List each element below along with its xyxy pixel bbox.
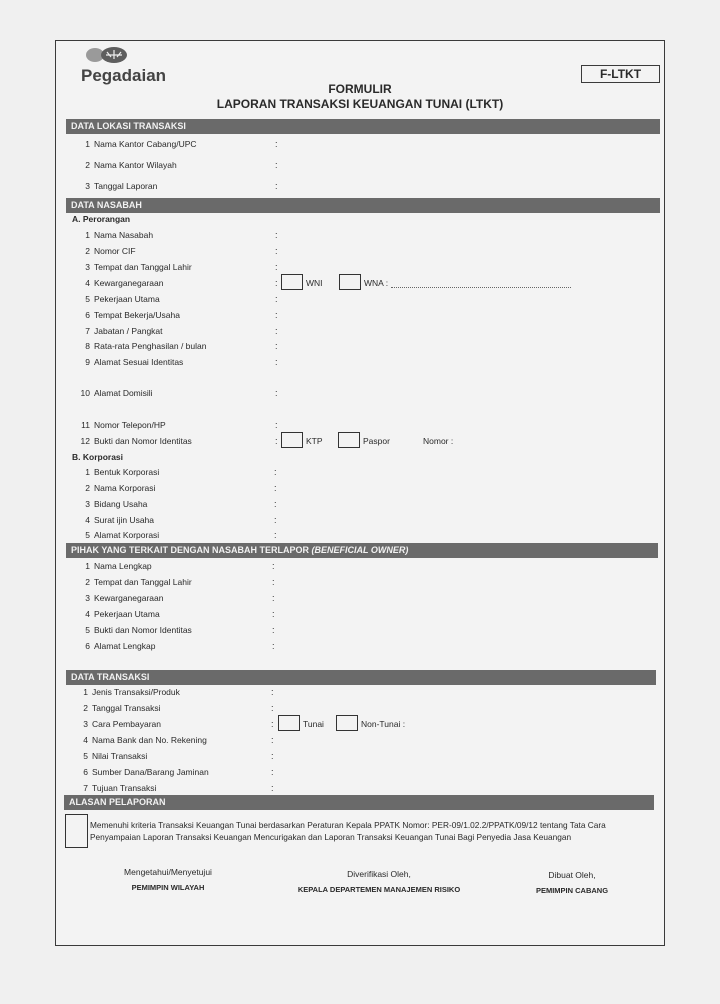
perorangan-item: 12 Bukti dan Nomor Identitas [80, 436, 192, 446]
colon: : [272, 577, 275, 587]
section-transaksi-header: DATA TRANSAKSI [66, 670, 656, 685]
signature-caption: Diverifikasi Oleh, [347, 869, 411, 879]
colon: : [271, 719, 274, 729]
korporasi-item: 3 Bidang Usaha [85, 499, 148, 509]
transaksi-item: 4 Nama Bank dan No. Rekening [83, 735, 207, 745]
wna-label: WNA : [364, 278, 389, 288]
signature-role: KEPALA DEPARTEMEN MANAJEMEN RISIKO [297, 885, 461, 894]
beneficial-item: 4 Pekerjaan Utama [85, 609, 160, 619]
colon: : [275, 262, 278, 272]
colon: : [275, 420, 278, 430]
colon: : [271, 751, 274, 761]
beneficial-item: 5 Bukti dan Nomor Identitas [85, 625, 192, 635]
section-nasabah-header: DATA NASABAH [66, 198, 660, 213]
transaksi-item: 5 Nilai Transaksi [83, 751, 148, 761]
paspor-checkbox[interactable] [338, 432, 360, 448]
perorangan-item: 9 Alamat Sesuai Identitas [85, 357, 184, 367]
section-lokasi-header: DATA LOKASI TRANSAKSI [66, 119, 660, 134]
korporasi-item: 5 Alamat Korporasi [85, 530, 160, 540]
colon: : [275, 341, 278, 351]
perorangan-item: 6 Tempat Bekerja/Usaha [85, 310, 180, 320]
perorangan-item: 2 Nomor CIF [85, 246, 136, 256]
colon: : [275, 294, 278, 304]
lokasi-item: 3 Tanggal Laporan [85, 181, 158, 191]
colon: : [274, 483, 277, 493]
alasan-checkbox[interactable] [65, 814, 88, 848]
lokasi-item: 2 Nama Kantor Wilayah [85, 160, 177, 170]
colon: : [275, 139, 278, 149]
transaksi-item: 2 Tanggal Transaksi [83, 703, 161, 713]
colon: : [274, 467, 277, 477]
colon: : [271, 687, 274, 697]
colon: : [272, 593, 275, 603]
colon: : [275, 310, 278, 320]
beneficial-item: 6 Alamat Lengkap [85, 641, 156, 651]
paspor-label: Paspor [363, 436, 390, 446]
perorangan-item: 5 Pekerjaan Utama [85, 294, 160, 304]
colon: : [271, 703, 274, 713]
colon: : [275, 278, 278, 288]
colon: : [275, 246, 278, 256]
perorangan-item: 11 Nomor Telepon/HP [81, 420, 166, 430]
colon: : [274, 530, 277, 540]
section-alasan-header: ALASAN PELAPORAN [64, 795, 654, 810]
non-tunai-label: Non-Tunai : [361, 719, 406, 729]
korporasi-title: B. Korporasi [72, 452, 124, 462]
signature-role: PEMIMPIN CABANG [535, 886, 609, 895]
colon: : [271, 735, 274, 745]
korporasi-item: 4 Surat ijin Usaha [85, 515, 155, 525]
signature-role: PEMIMPIN WILAYAH [131, 883, 205, 892]
colon: : [274, 499, 277, 509]
perorangan-item: 8 Rata-rata Penghasilan / bulan [85, 341, 207, 351]
perorangan-item: 4 Kewarganegaraan [85, 278, 164, 288]
colon: : [272, 609, 275, 619]
perorangan-item: 3 Tempat dan Tanggal Lahir [85, 262, 192, 272]
colon: : [275, 230, 278, 240]
colon: : [275, 357, 278, 367]
perorangan-item: 10 Alamat Domisili [80, 388, 153, 398]
wni-checkbox[interactable] [281, 274, 303, 290]
alasan-text: Memenuhi kriteria Transaksi Keuangan Tunai berdasarkan Peraturan Kepala PPATK Nomor: PER-09/1.02.2/PPATK/09/12 tentang Tata Cara Penyampaian Laporan Transaksi Keuangan Mencurigakan dan Laporan Transaksi Keuangan Tunai Bagi Penyedia Jasa Keuangan [90, 820, 606, 842]
colon: : [272, 641, 275, 651]
perorangan-title: A. Perorangan [72, 214, 131, 224]
wna-checkbox[interactable] [339, 274, 361, 290]
beneficial-item: 2 Tempat dan Tanggal Lahir [85, 577, 192, 587]
colon: : [275, 160, 278, 170]
ktp-checkbox[interactable] [281, 432, 303, 448]
scale-logo-icon [83, 46, 129, 64]
korporasi-item: 2 Nama Korporasi [85, 483, 156, 493]
korporasi-item: 1 Bentuk Korporasi [85, 467, 160, 477]
perorangan-item: 1 Nama Nasabah [85, 230, 154, 240]
colon: : [272, 561, 275, 571]
colon: : [275, 436, 278, 446]
transaksi-item: 7 Tujuan Transaksi [83, 783, 157, 793]
beneficial-item: 1 Nama Lengkap [85, 561, 152, 571]
colon: : [275, 181, 278, 191]
colon: : [275, 388, 278, 398]
transaksi-item: 3 Cara Pembayaran [83, 719, 161, 729]
beneficial-item: 3 Kewarganegaraan [85, 593, 164, 603]
colon: : [271, 783, 274, 793]
signature-caption: Mengetahui/Menyetujui [124, 867, 212, 877]
section-beneficial-header: PIHAK YANG TERKAIT DENGAN NASABAH TERLAPOR (BENEFICIAL OWNER) [66, 543, 658, 558]
form-title: FORMULIR [328, 82, 392, 96]
form-code: F-LTKT [581, 65, 660, 83]
colon: : [271, 767, 274, 777]
transaksi-item: 6 Sumber Dana/Barang Jaminan [83, 767, 209, 777]
transaksi-item: 1 Jenis Transaksi/Produk [83, 687, 180, 697]
ktp-label: KTP [306, 436, 323, 446]
colon: : [275, 326, 278, 336]
wna-dotted-line [391, 287, 571, 288]
signature-caption: Dibuat Oleh, [548, 870, 596, 880]
colon: : [272, 625, 275, 635]
colon: : [274, 515, 277, 525]
tunai-label: Tunai [303, 719, 324, 729]
form-subtitle: LAPORAN TRANSAKSI KEUANGAN TUNAI (LTKT) [216, 97, 504, 111]
wni-label: WNI [306, 278, 323, 288]
perorangan-item: 7 Jabatan / Pangkat [85, 326, 163, 336]
nomor-label: Nomor : [423, 436, 454, 446]
tunai-checkbox[interactable] [278, 715, 300, 731]
brand-name: Pegadaian [81, 66, 167, 85]
lokasi-item: 1 Nama Kantor Cabang/UPC [85, 139, 197, 149]
form-page [55, 40, 665, 946]
non-tunai-checkbox[interactable] [336, 715, 358, 731]
